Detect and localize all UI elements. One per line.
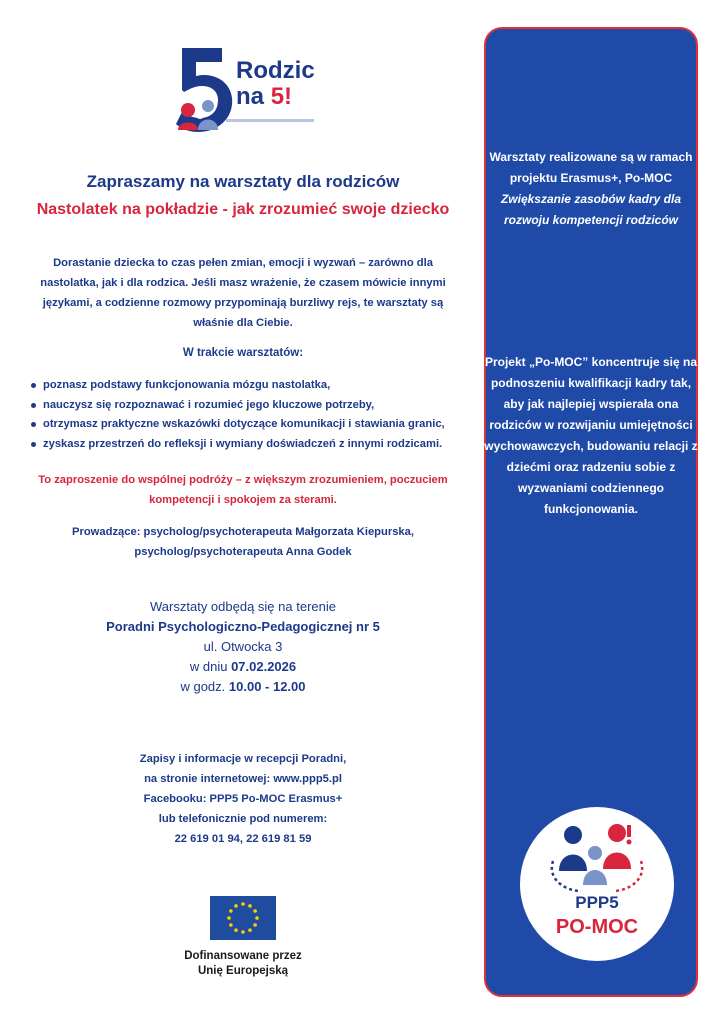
eu-star [241, 930, 245, 934]
page-subtitle: Nastolatek na pokładzie - jak zrozumieć swoje dziecko [36, 201, 450, 218]
family-figures-icon [545, 821, 649, 893]
list-item: poznasz podstawy funkcjonowania mózgu nastolatka, [30, 376, 445, 396]
page-title: Zapraszamy na warsztaty dla rodziców [86, 172, 400, 191]
eu-star [227, 916, 231, 920]
leaders-line1: Prowadzące: psycholog/psychoterapeuta Małgorzata Kiepurska, [72, 526, 414, 538]
eu-line2: Unię Europejską [197, 965, 289, 977]
contact-line: Facebooku: PPP5 Po-MOC Erasmus+ [143, 793, 343, 805]
leaders-line2: psycholog/psychoterapeuta Anna Godek [134, 546, 352, 558]
time-prefix: w godz. [180, 679, 229, 694]
contact-line: Zapisy i informacje w recepcji Poradni, [139, 753, 347, 765]
contact-line: na stronie internetowej: www.ppp5.pl [144, 773, 342, 785]
venue-block [0, 597, 486, 697]
eu-star [234, 904, 238, 908]
during-heading: W trakcie warsztatów: [182, 347, 304, 359]
list-item: nauczysz się rozpoznawać i rozumieć jego kluczowe potrzeby, [30, 396, 445, 416]
venue-name: Poradni Psychologiczno-Pedagogicznej nr 5 [106, 619, 380, 634]
event-time: 10.00 - 12.00 [228, 679, 306, 694]
eu-star [234, 928, 238, 932]
badge-line2: PO-MOC [555, 916, 639, 938]
leaders-block [30, 522, 456, 562]
intro-paragraph: Dorastanie dziecka to czas pełen zmian, emocji i wyzwań – zarówno dla nastolatka, jak i dla rodzica. Jeśli masz wrażenie, że czasem mówicie innymi językami, a codzienne rozmowy przypominają burzliwy rejs, te warsztaty są właśnie dla Ciebie. [40, 257, 446, 329]
panel-text1-italic: Zwiększanie zasobów kadry dla rozwoju kompetencji rodziców [500, 192, 682, 227]
list-item: otrzymasz praktyczne wskazówki dotyczące komunikacji i stawiania granic, [30, 415, 445, 435]
contact-line: lub telefonicznie pod numerem: [158, 813, 328, 825]
eu-star [253, 923, 257, 927]
logo-line2-accent: 5! [270, 83, 293, 110]
list-item: zyskasz przestrzeń do refleksji i wymiany doświadczeń z innymi rodzicami. [30, 435, 445, 455]
eu-flag-icon [210, 896, 276, 940]
event-date: 07.02.2026 [231, 659, 297, 674]
venue-address: ul. Otwocka 3 [203, 639, 283, 654]
logo-line1: Rodzic [236, 57, 315, 84]
contact-phone: 22 619 01 94, 22 619 81 59 [174, 833, 312, 845]
invitation-paragraph: To zaproszenie do wspólnej podróży – z większym zrozumieniem, poczuciem kompetencji i spokojem za sterami. [38, 474, 448, 506]
eu-line1: Dofinansowane przez [184, 950, 302, 962]
eu-star [253, 909, 257, 913]
eu-star [248, 904, 252, 908]
eu-star [241, 902, 245, 906]
eu-funding-caption [0, 949, 486, 979]
eu-star [248, 928, 252, 932]
benefits-list [30, 376, 445, 454]
panel-project-info [484, 147, 698, 231]
date-prefix: w dniu [189, 659, 232, 674]
eu-star [229, 923, 233, 927]
badge-line1: PPP5 [575, 893, 619, 912]
panel-project-description: Projekt „Po-MOC” koncentruje się na podnoszeniu kwalifikacji kadry tak, aby jak najlepiej wspierała ona rodziców w rozwijaniu umiejętności wychowawczych, budowaniu relacji z dziećmi oraz radzeniu sobie z wyzwaniami codziennego funkcjonowania. [484, 355, 698, 516]
contact-block [0, 749, 486, 849]
logo-line2: na [236, 83, 265, 110]
eu-star [229, 909, 233, 913]
panel-text1: Warsztaty realizowane są w ramach projektu Erasmus+, Po-MOC [489, 150, 693, 185]
logo-wordmark [236, 58, 315, 110]
eu-star [255, 916, 259, 920]
venue-line1: Warsztaty odbędą się na terenie [150, 599, 336, 614]
logo-underline [226, 119, 314, 122]
